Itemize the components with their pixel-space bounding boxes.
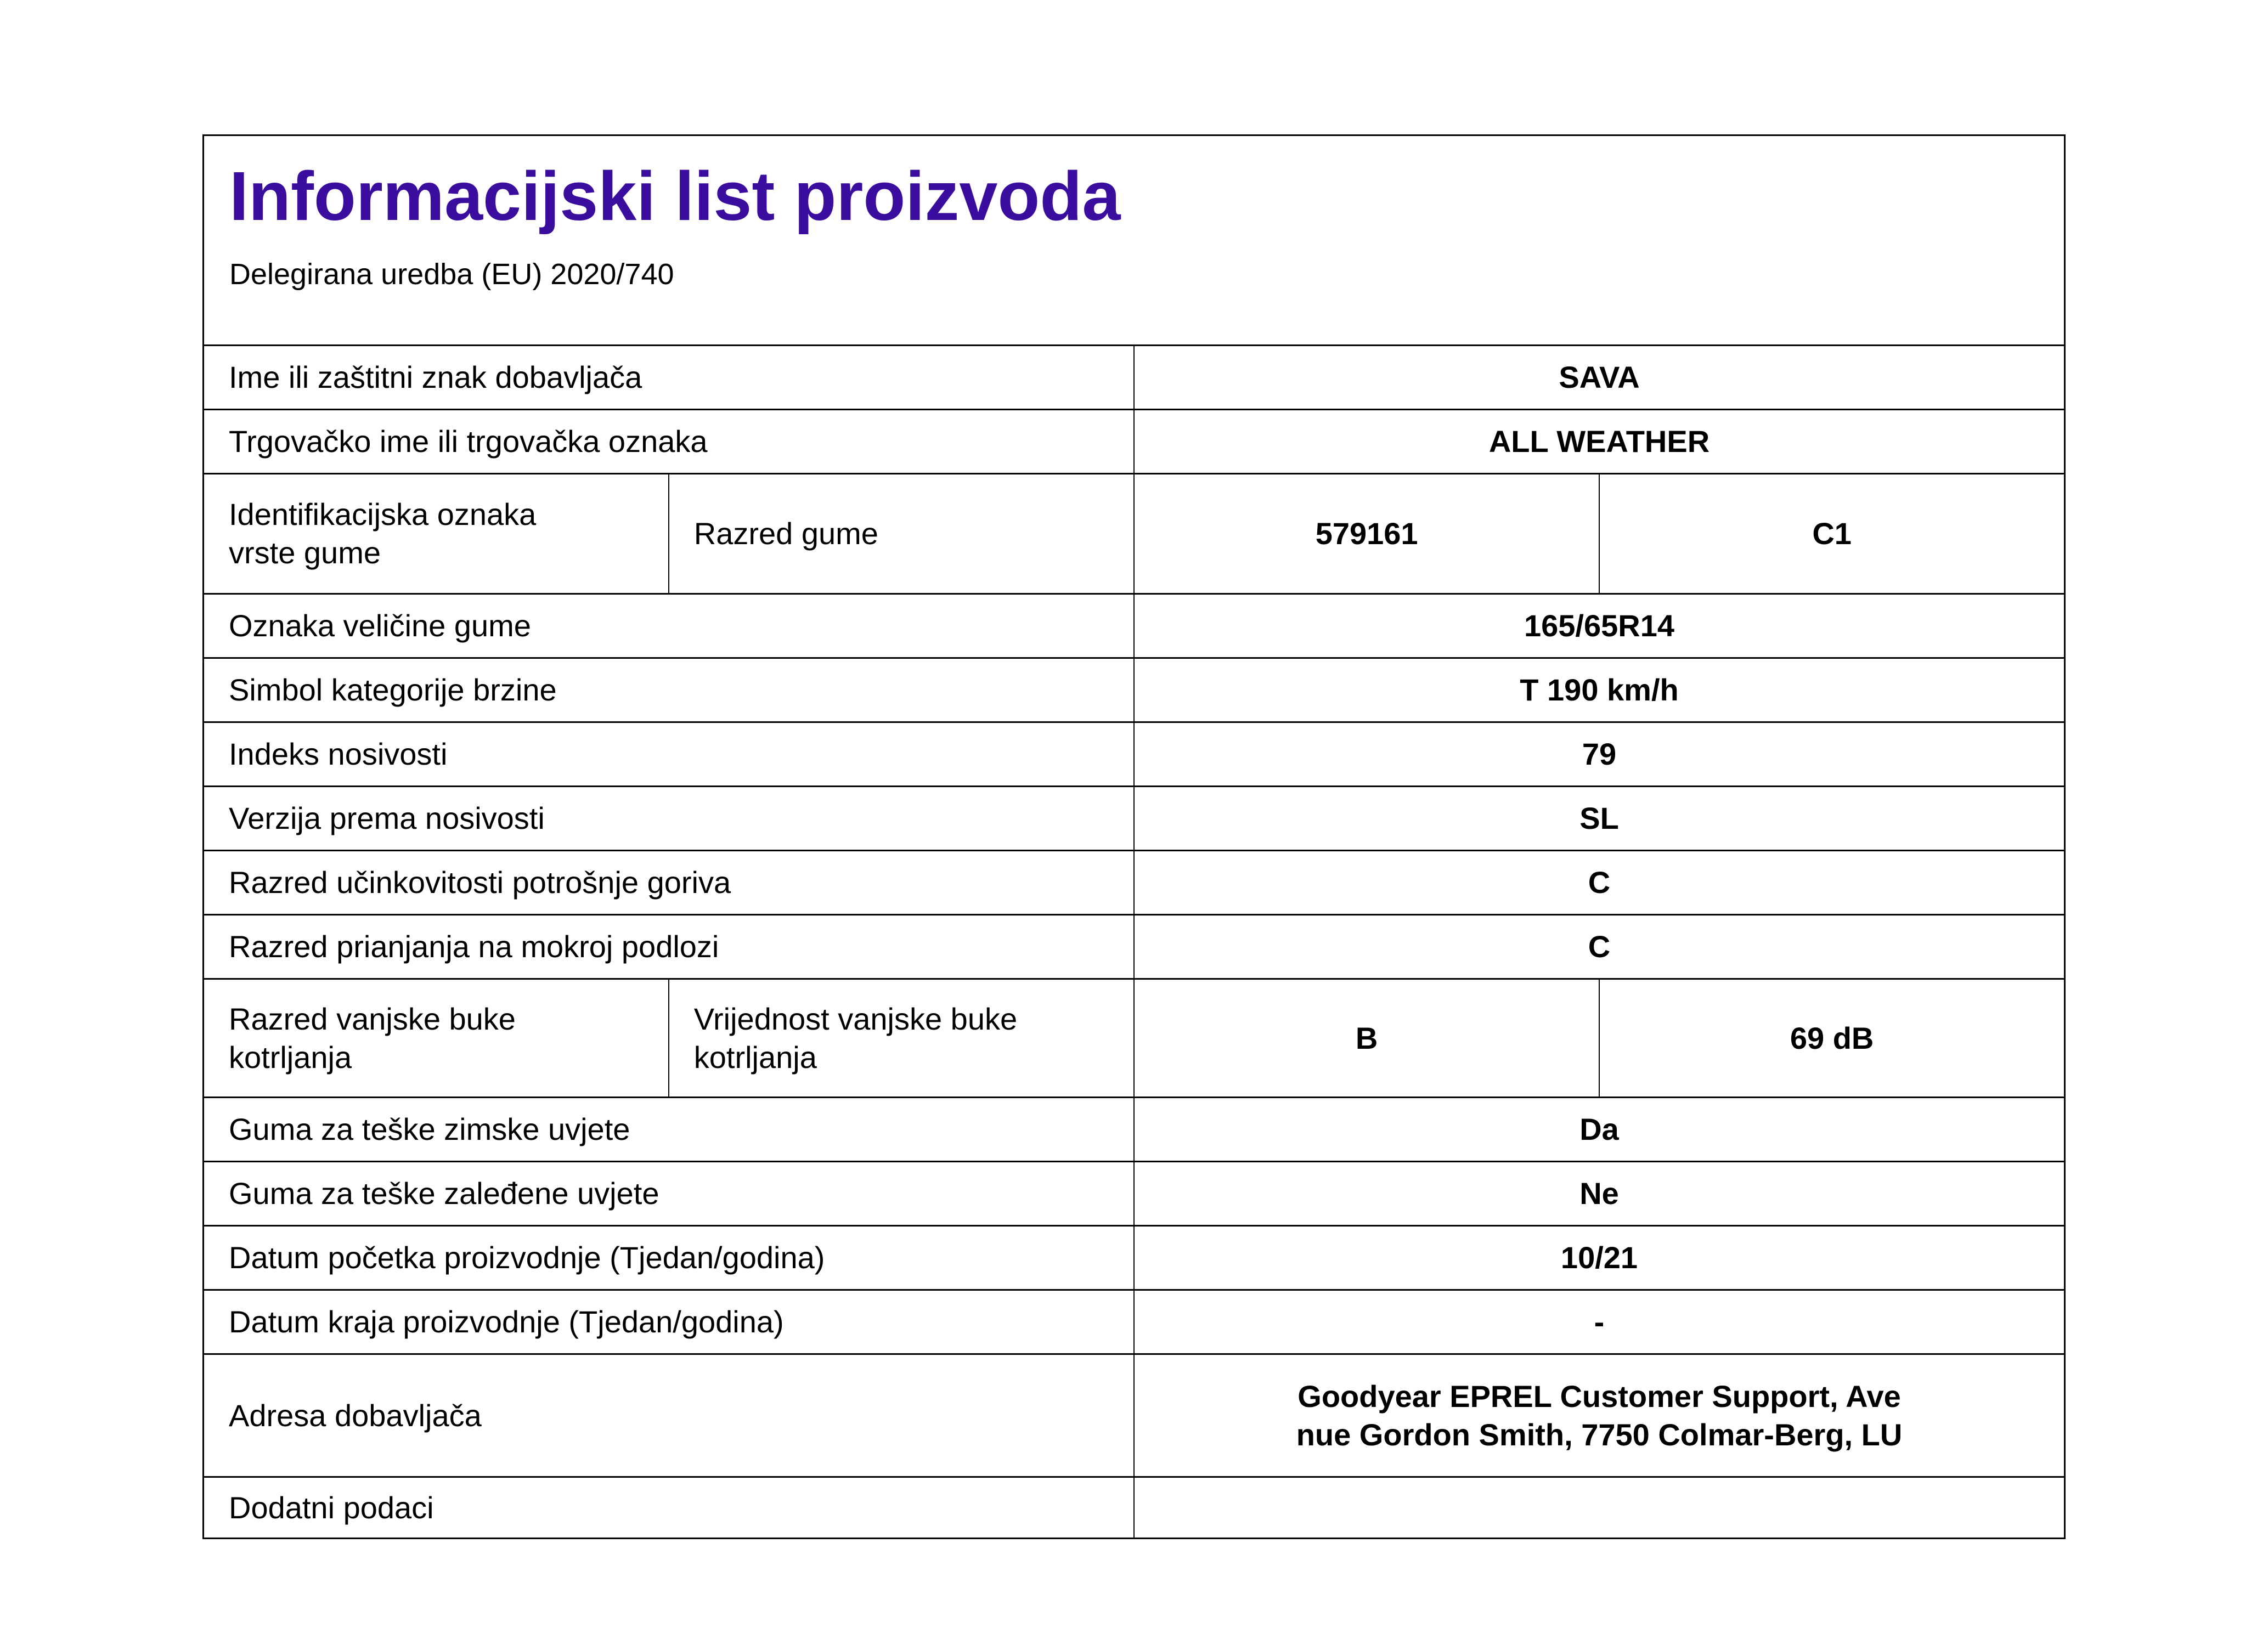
row-label: Guma za teške zimske uvjete: [204, 1098, 1135, 1162]
row-value-2: 69 dB: [1599, 979, 2064, 1098]
table-row-trade-name: [204, 410, 2065, 474]
row-label: Razred učinkovitosti potrošnje goriva: [204, 851, 1135, 915]
row-value: 79: [1134, 722, 2065, 787]
row-label: Ime ili zaštitni znak dobavljača: [204, 346, 1135, 410]
row-value: 165/65R14: [1134, 594, 2065, 658]
label-line: Identifikacijska oznaka: [229, 497, 537, 532]
row-value: C: [1134, 851, 2065, 915]
row-sublabel: [669, 979, 1134, 1098]
table-row-fuel-efficiency-class: [204, 851, 2065, 915]
table-row-load-index: [204, 722, 2065, 787]
row-label: Indeks nosivosti: [204, 722, 1135, 787]
table-row-additional-info: [204, 1477, 2065, 1539]
row-label: Trgovačko ime ili trgovačka oznaka: [204, 410, 1135, 474]
row-label: Datum kraja proizvodnje (Tjedan/godina): [204, 1290, 1135, 1354]
table-row-size-designation: [204, 594, 2065, 658]
row-label: Oznaka veličine gume: [204, 594, 1135, 658]
row-value-2: C1: [1599, 474, 2064, 594]
table-row-type-identifier: [204, 474, 2065, 594]
row-label: Guma za teške zaleđene uvjete: [204, 1162, 1135, 1226]
label-line: kotrljanja: [693, 1039, 817, 1075]
row-label: Simbol kategorije brzine: [204, 658, 1135, 722]
address-line: Goodyear EPREL Customer Support, Ave: [1297, 1378, 1901, 1414]
table-row-load-version: [204, 787, 2065, 851]
row-value-1: B: [1134, 979, 1599, 1098]
row-sublabel: Razred gume: [669, 474, 1134, 594]
row-label: [204, 979, 669, 1098]
table-row-production-start: [204, 1226, 2065, 1290]
row-value: T 190 km/h: [1134, 658, 2065, 722]
row-value: Ne: [1134, 1162, 2065, 1226]
product-information-sheet: [202, 134, 2066, 1539]
row-value: SAVA: [1134, 346, 2065, 410]
row-value: 10/21: [1134, 1226, 2065, 1290]
row-label: [204, 474, 669, 594]
label-line: vrste gume: [229, 535, 381, 570]
table-row-severe-ice: [204, 1162, 2065, 1226]
label-line: kotrljanja: [229, 1039, 352, 1075]
label-line: Vrijednost vanjske buke: [693, 1001, 1018, 1036]
row-value-1: 579161: [1134, 474, 1599, 594]
table-row-production-end: [204, 1290, 2065, 1354]
row-label: Razred prianjanja na mokroj podlozi: [204, 915, 1135, 979]
row-value: Da: [1134, 1098, 2065, 1162]
header-row: [204, 135, 2065, 346]
row-value: -: [1134, 1290, 2065, 1354]
row-label: Adresa dobavljača: [204, 1354, 1135, 1477]
table-row-speed-category: [204, 658, 2065, 722]
table-row-supplier-name: [204, 346, 2065, 410]
row-label: Datum početka proizvodnje (Tjedan/godina): [204, 1226, 1135, 1290]
row-label: Verzija prema nosivosti: [204, 787, 1135, 851]
table-row-wet-grip-class: [204, 915, 2065, 979]
table-row-severe-snow: [204, 1098, 2065, 1162]
table-row-external-noise: [204, 979, 2065, 1098]
row-value: ALL WEATHER: [1134, 410, 2065, 474]
row-value: [1134, 1354, 2065, 1477]
regulation-subtitle: Delegirana uredba (EU) 2020/740: [229, 258, 674, 291]
row-value: C: [1134, 915, 2065, 979]
table-row-supplier-address: [204, 1354, 2065, 1477]
page-title: Informacijski list proizvoda: [229, 157, 1121, 235]
address-line: nue Gordon Smith, 7750 Colmar-Berg, LU: [1296, 1417, 1903, 1452]
row-value: SL: [1134, 787, 2065, 851]
row-label: Dodatni podaci: [204, 1477, 1135, 1539]
row-value: [1134, 1477, 2065, 1539]
label-line: Razred vanjske buke: [229, 1001, 516, 1036]
product-info-table: [202, 134, 2066, 1539]
header-cell: [204, 135, 2065, 346]
